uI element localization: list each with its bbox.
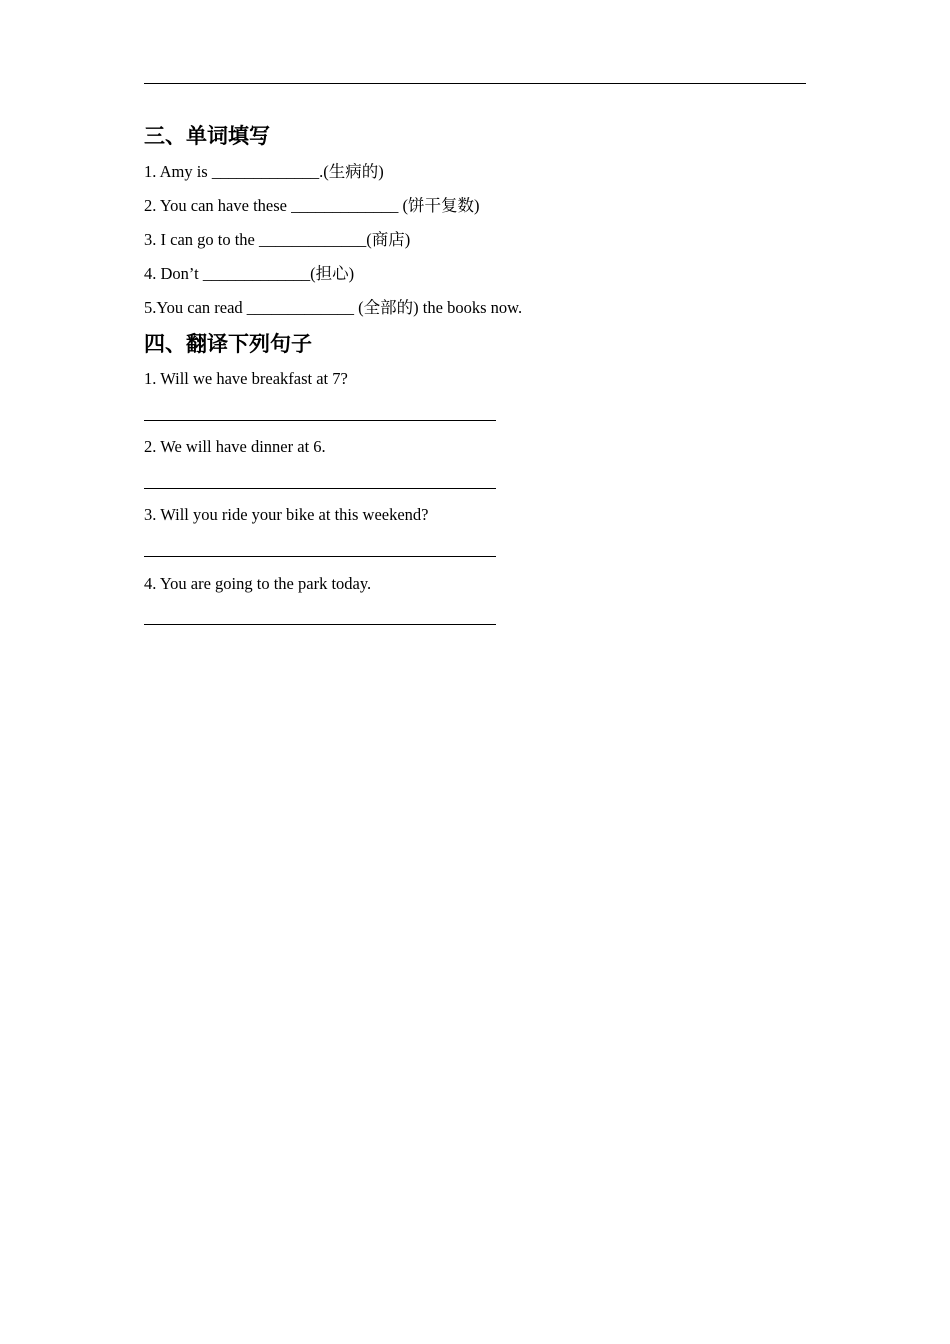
translate-item-3: 3. Will you ride your bike at this weekend? <box>144 505 429 524</box>
fill-blank-item-2: 2. You can have these _____________ (饼干复数) <box>144 196 480 215</box>
translate-item-1: 1. Will we have breakfast at 7? <box>144 369 348 388</box>
answer-line-2 <box>144 488 496 489</box>
translate-item-4: 4. You are going to the park today. <box>144 574 372 593</box>
answer-line-4 <box>144 624 496 625</box>
fill-blank-item-3: 3. I can go to the _____________(商店) <box>144 230 411 249</box>
translate-item-2: 2. We will have dinner at 6. <box>144 437 326 456</box>
answer-line-3 <box>144 556 496 557</box>
fill-blank-item-4: 4. Don’t _____________(担心) <box>144 264 355 283</box>
fill-blank-item-1: 1. Amy is _____________.(生病的) <box>144 162 384 181</box>
answer-line-1 <box>144 420 496 421</box>
section3-heading: 三、单词填写 <box>144 124 270 148</box>
fill-blank-item-5: 5.You can read _____________ (全部的) the books now. <box>144 298 523 317</box>
section4-heading: 四、翻译下列句子 <box>144 332 312 356</box>
header-rule <box>144 83 806 84</box>
